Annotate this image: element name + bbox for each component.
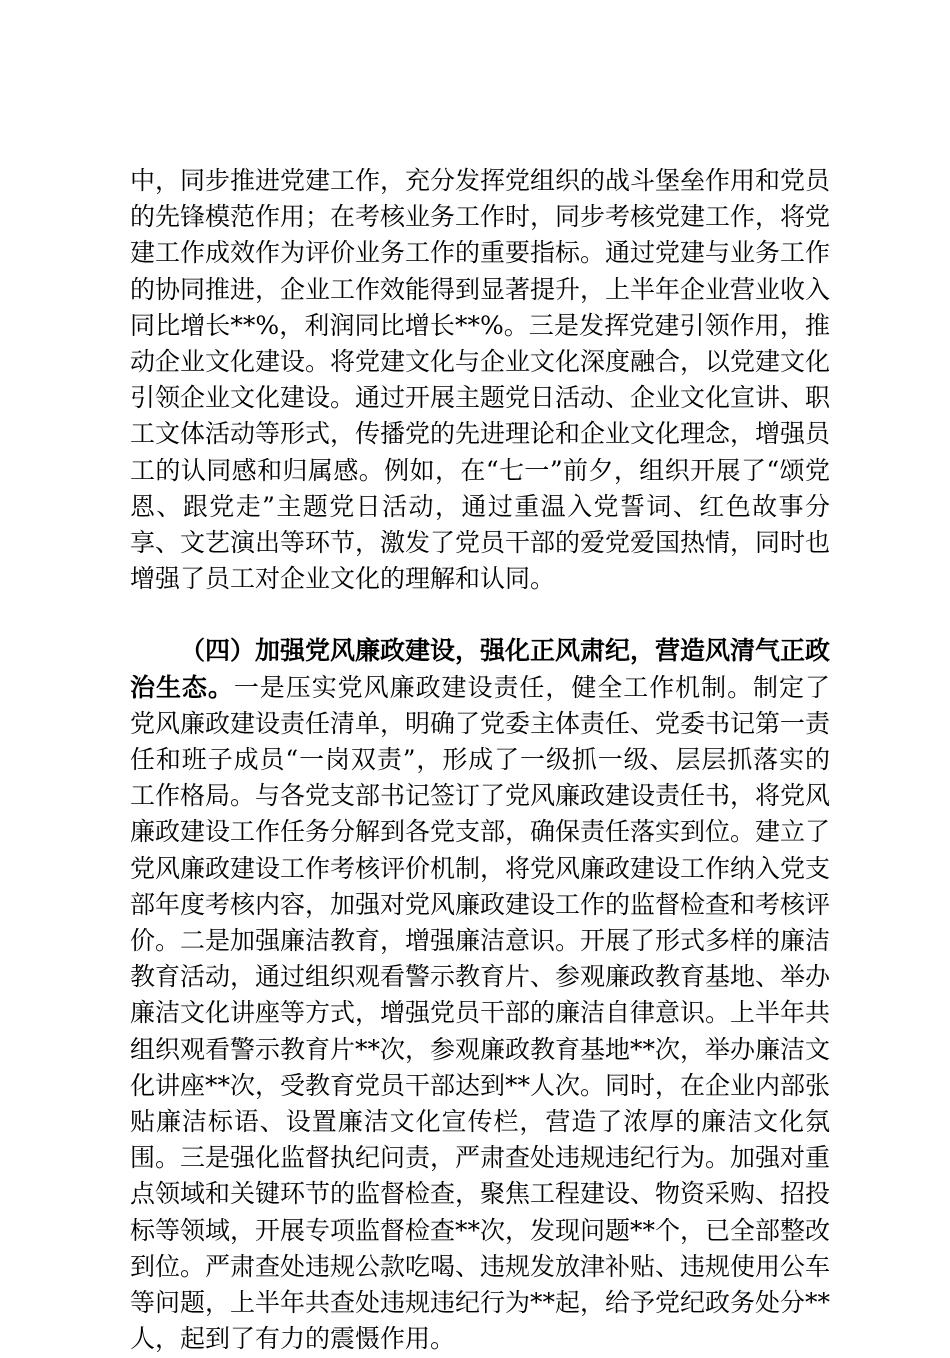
section-heading-four: （四）加强党风廉政建设，强化正风肃纪，营造风清气正政治生态。 (130, 636, 831, 702)
paragraph-integrity-building (130, 633, 830, 1357)
section-body-four: 一是压实党风廉政建设责任，健全工作机制。制定了党风廉政建设责任清单，明确了党委主体责任、党委书记第一责任和班子成员“一岗双责”，形成了一级抓一级、层层抓落实的工作格局。与各党支部书记签订了党风廉政建设责任书，将党风廉政建设工作任务分解到各党支部，确保责任落实到位。建立了党风廉政建设工作考核评价机制，将党风廉政建设工作纳入党支部年度考核内容，加强对党风廉政建设工作的监督检查和考核评价。二是加强廉洁教育，增强廉洁意识。开展了形式多样的廉洁教育活动，通过组织观看警示教育片、参观廉政教育基地、举办廉洁文化讲座等方式，增强党员干部的廉洁自律意识。上半年共组织观看警示教育片**次，参观廉政教育基地**次，举办廉洁文化讲座**次，受教育党员干部达到**人次。同时，在企业内部张贴廉洁标语、设置廉洁文化宣传栏，营造了浓厚的廉洁文化氛围。三是强化监督执纪问责，严肃查处违规违纪行为。加强对重点领域和关键环节的监督检查，聚焦工程建设、物资采购、招投标等领域，开展专项监督检查**次，发现问题**个，已全部整改到位。严肃查处违规公款吃喝、违规发放津补贴、违规使用公车等问题，上半年共查处违规违纪行为**起，给予党纪政务处分**人，起到了有力的震慑作用。 (130, 672, 831, 1354)
document-body (130, 163, 830, 1358)
paragraph-party-building-culture: 中，同步推进党建工作，充分发挥党组织的战斗堡垒作用和党员的先锋模范作用；在考核业务工作时，同步考核党建工作，将党建工作成效作为评价业务工作的重要指标。通过党建与业务工作的协同推进，企业工作效能得到显著提升，上半年企业营业收入同比增长**%，利润同比增长**%。三是发挥党建引领作用，推动企业文化建设。将党建文化与企业文化深度融合，以党建文化引领企业文化建设。通过开展主题党日活动、企业文化宣讲、职工文体活动等形式，传播党的先进理论和企业文化理念，增强员工的认同感和归属感。例如，在“七一”前夕，组织开展了“颂党恩、跟党走”主题党日活动，通过重温入党誓词、红色故事分享、文艺演出等环节，激发了党员干部的爱党爱国热情，同时也增强了员工对企业文化的理解和认同。 (130, 166, 831, 594)
